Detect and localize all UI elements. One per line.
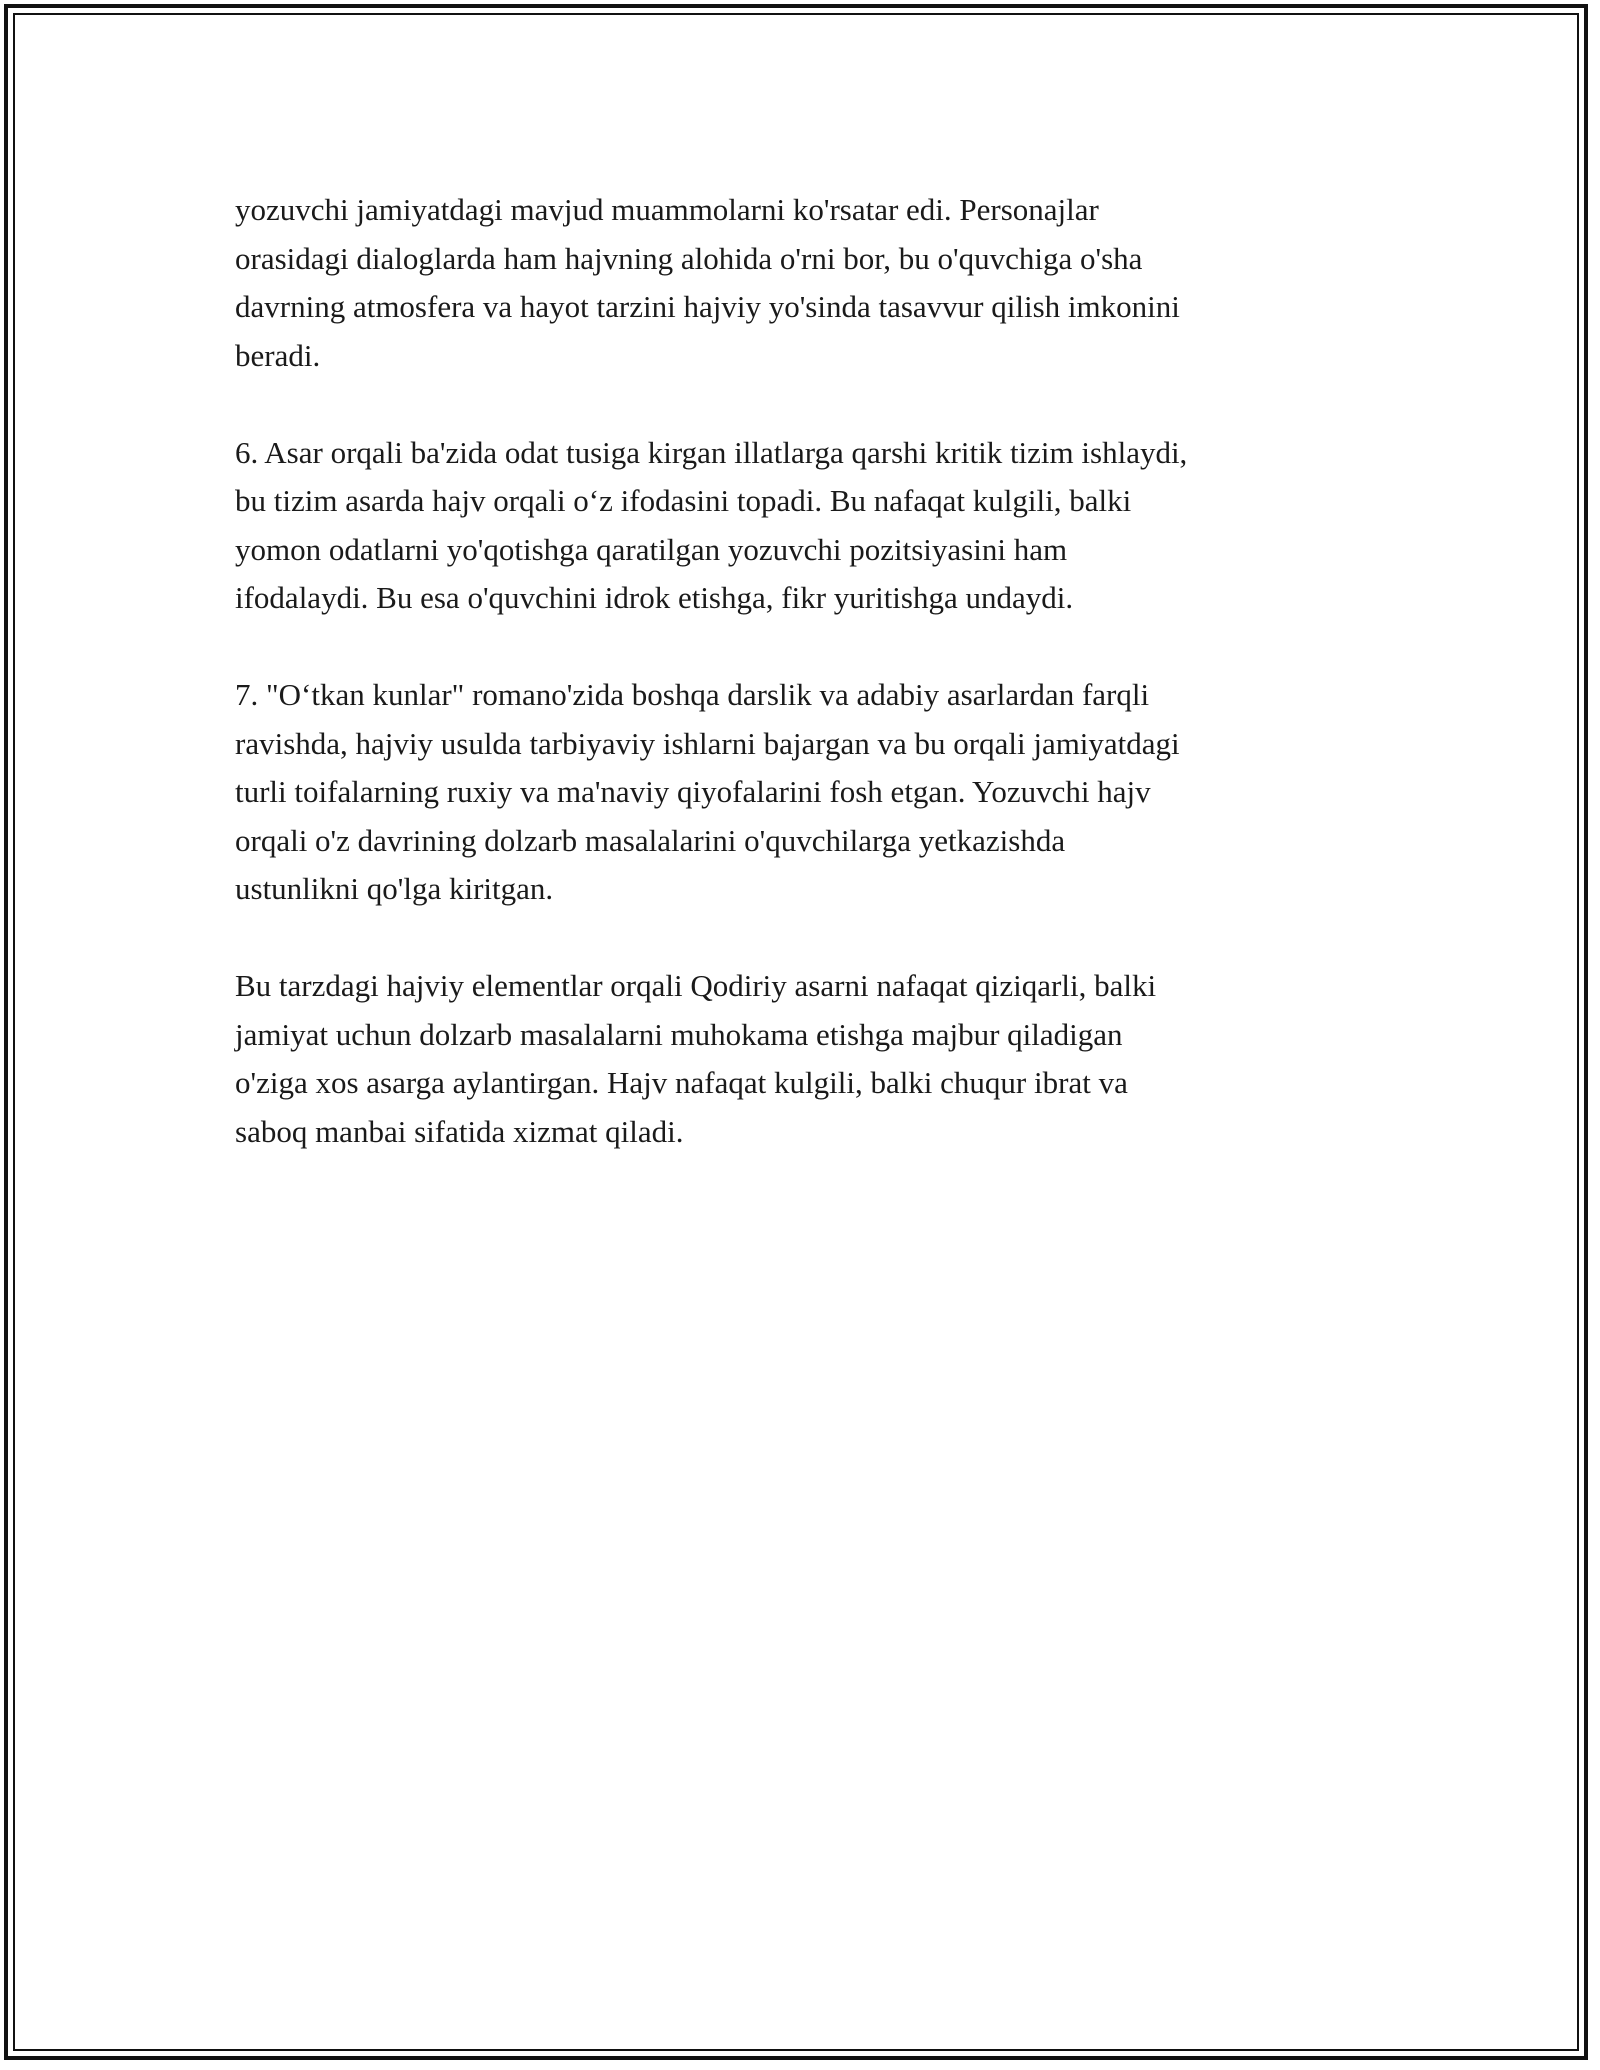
paragraph-point-6: 6. Asar orqali ba'zida odat tusiga kirgan illatlarga qarshi kritik tizim ishlaydi, bu tizim asarda hajv orqali o‘z ifodasini topadi. Bu nafaqat kulgili, balki yomon odatlarni yo'qotishga qaratilgan yozuvchi pozitsiyasini ham ifodalaydi. Bu esa o'quvchini idrok etishga, fikr yuritishga undaydi. (235, 434, 1188, 615)
paragraph-conclusion: Bu tarzdagi hajviy elementlar orqali Qodiriy asarni nafaqat qiziqarli, balki jamiyat uchun dolzarb masalalarni muhokama etishga majbur qiladigan o'ziga xos asarga aylantirgan. Hajv nafaqat kulgili, balki chuqur ibrat va saboq manbai sifatida xizmat qiladi. (235, 968, 1157, 1149)
document-body (235, 186, 1375, 1205)
paragraph-point-7: 7. "O‘tkan kunlar" romano'zida boshqa darslik va adabiy asarlardan farqli ravishda, hajviy usulda tarbiyaviy ishlarni bajargan va bu orqali jamiyatdagi turli toifalarning ruxiy va ma'naviy qiyofalarini fosh etgan. Yozuvchi hajv orqali o'z davrining dolzarb masalalarini o'quvchilarga yetkazishda ustunlikni qo'lga kiritgan. (235, 677, 1180, 906)
paragraph-intro-continuation: yozuvchi jamiyatdagi mavjud muammolarni ko'rsatar edi. Personajlar orasidagi dialoglarda ham hajvning alohida o'rni bor, bu o'quvchiga o'sha davrning atmosfera va hayot tarzini hajviy yo'sinda tasavvur qilish imkonini beradi. (235, 192, 1180, 373)
